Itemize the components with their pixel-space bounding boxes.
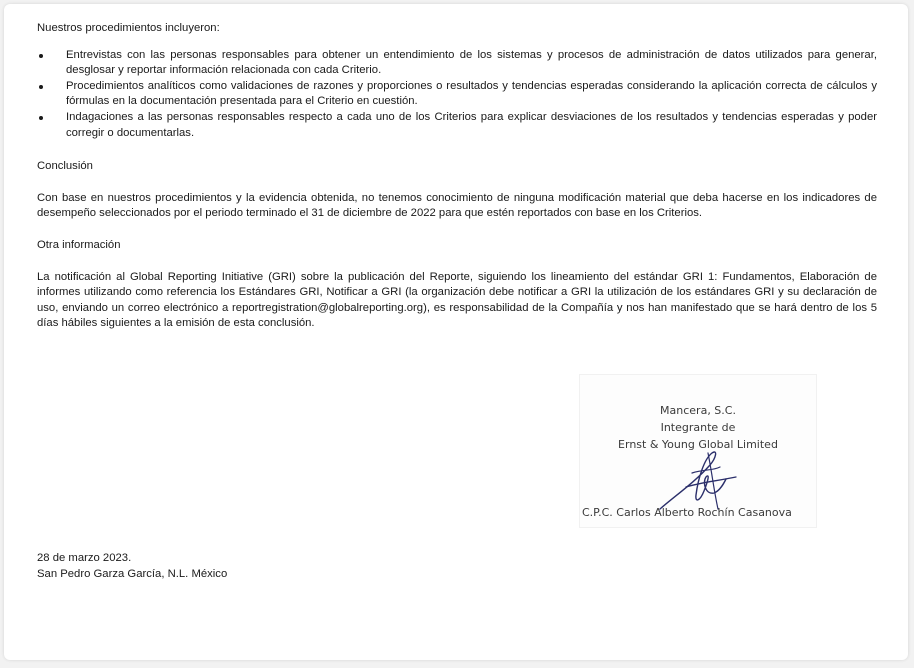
bullet-icon [39, 54, 43, 58]
other-info-heading: Otra información [37, 238, 121, 251]
procedures-intro: Nuestros procedimientos incluyeron: [37, 22, 220, 34]
procedure-item-text: Indagaciones a las personas responsables respecto a cada uno de los Criterios para explicar desviaciones de los resultados y tendencias esperadas y poder corregir o documentarlas. [66, 110, 877, 139]
report-body [37, 21, 877, 348]
bullet-icon [39, 85, 43, 89]
firm-name: Mancera, S.C. [660, 404, 736, 417]
procedure-item-text: Entrevistas con las personas responsables para obtener un entendimiento de los sistemas y procesos de administración de datos utilizados para generar, desglosar y reportar información relacionada con cada Criterio. [66, 48, 877, 77]
footer-block [37, 550, 227, 582]
procedure-item-text: Procedimientos analíticos como validaciones de razones y proporciones o resultados y tendencias esperadas considerando la aplicación correcta de cálculos y fórmulas en la documentación presentada para el Criterio en cuestión. [66, 79, 877, 108]
conclusion-text: Con base en nuestros procedimientos y la evidencia obtenida, no tenemos conocimiento de ninguna modificación material que deba hacerse en los indicadores de desempeño seleccionados por el periodo terminado el 31 de diciembre de 2022 para que estén reportados con base en los Criterios. [37, 191, 877, 220]
procedures-list [37, 48, 877, 142]
issue-location: San Pedro Garza García, N.L. México [37, 568, 228, 580]
procedure-item [37, 79, 877, 110]
document-page [4, 4, 908, 660]
signatory-name: C.P.C. Carlos Alberto Rochín Casanova [582, 506, 792, 519]
procedure-item [37, 48, 877, 79]
issue-date: 28 de marzo 2023. [37, 552, 132, 564]
other-info-text: La notificación al Global Reporting Initiative (GRI) sobre la publicación del Reporte, siguiendo los lineamiento del estándar GRI 1: Fundamentos, Elaboración de informes utilizando como referencia los Estándares GRI, Notificar a GRI (la organización debe notificar a GRI la utilización de los estándares GRI y su declaración de uso, enviando un correo electrónico a reportregistration@globalreporting.org), es responsabilidad de la Compañía y nos han manifestado que se hará dentro de los 5 días hábiles siguientes a la emisión de esta conclusión. [37, 270, 877, 330]
signature-block [579, 374, 817, 528]
network-name: Ernst & Young Global Limited [618, 438, 778, 451]
member-of-label: Integrante de [660, 421, 736, 434]
bullet-icon [39, 116, 43, 120]
handwritten-signature-icon [646, 443, 746, 515]
conclusion-heading: Conclusión [37, 160, 93, 173]
procedure-item [37, 110, 877, 141]
